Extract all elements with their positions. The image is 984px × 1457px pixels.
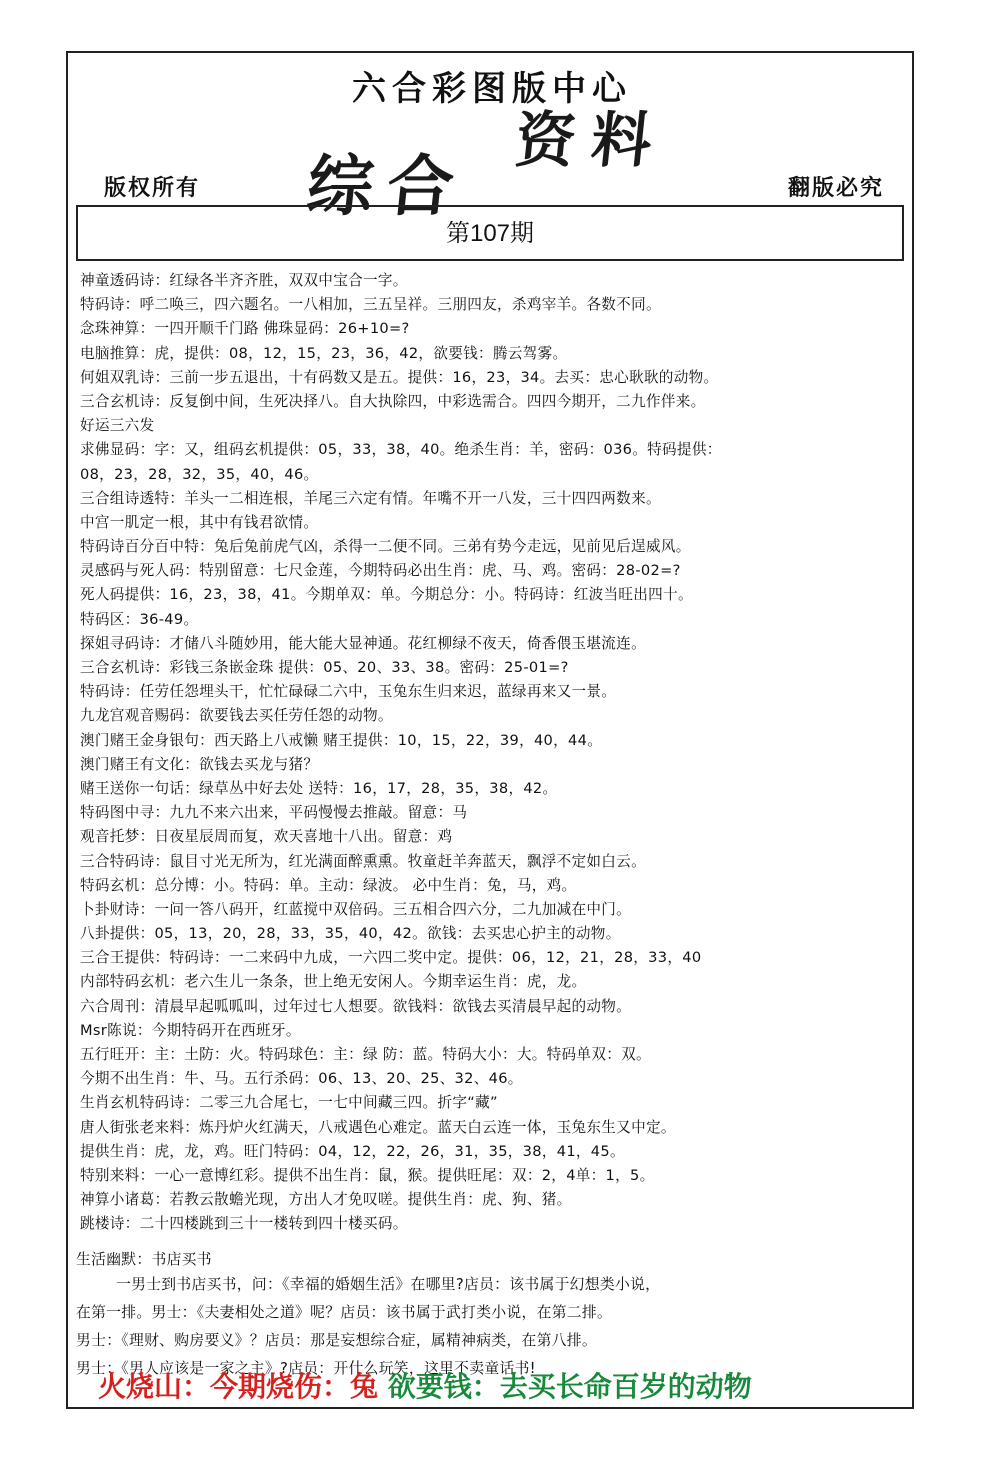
humor-section (76, 1249, 906, 1383)
content-line: 特码区：36-49。 (80, 610, 199, 628)
content-line: 08，23，28，32，35，40，46。 (80, 465, 319, 483)
big-title-left: 综合 (303, 148, 472, 225)
content-line: 三合王提供：特码诗：一二来码中九成，一六四二奖中定。提供：06，12，21，28，33，40 (80, 949, 702, 967)
content-line: 卜卦财诗：一问一答八码开，红蓝搅中双倍码。三五相合四六分，二九加减在中门。 (80, 900, 632, 918)
content-line: 三合玄机诗：彩钱三条嵌金珠 提供：05、20、33、38。密码：25-01=? (80, 659, 569, 676)
content-line: 三合特码诗：鼠目寸光无所为，红光满面醉熏熏。牧童赶羊奔蓝天，飘浮不定如白云。 (80, 852, 646, 870)
issue-box (76, 205, 904, 261)
content-line: 特码诗百分百中特：兔后兔前虎气凶，杀得一二便不同。三弟有势今走远，见前见后逞威风。 (80, 538, 691, 556)
copyright-banner: 版权所有 (104, 176, 201, 201)
content-line: 求佛显码：字：又，组码玄机提供：05，33，38，40。绝杀生肖：羊，密码：036。特码提供： (80, 441, 722, 459)
content-line: 念珠神算：一四开顺千门路 佛珠显码：26+10=? (80, 320, 410, 338)
content-line: 观音托梦：日夜星辰周而复，欢天喜地十八出。留意：鸡 (80, 828, 453, 846)
content-line: 内部特码玄机：老六生儿一条条，世上绝无安闲人。今期幸运生肖：虎，龙。 (80, 973, 587, 991)
content-line: 中宫一肌定一根，其中有钱君欲情。 (80, 513, 319, 531)
issue-number: 第107期 (445, 220, 535, 247)
center-title: 六合彩图版中心 (352, 69, 632, 109)
content-line: 澳门赌王金身银句：西天路上八戒懒 赌王提供：10，15，22，39，40，44。 (80, 731, 603, 749)
content-line: 特码图中寻：九九不来六出来，平码慢慢去推敲。留意：马 (80, 804, 468, 822)
humor-line: 在第一排。男士：《夫妻相处之道》呢？店员：该书属于武打类小说，在第二排。 (76, 1304, 613, 1321)
footer-red-text: 火烧山：今期烧伤：兔 (98, 1370, 379, 1403)
content-line: 电脑推算：虎，提供：08，12，15，23，36，42，欲要钱：腾云驾雾。 (80, 344, 568, 362)
content-line: 六合周刊：清晨早起呱呱叫，过年过七人想要。欲钱料：欲钱去买清晨早起的动物。 (80, 997, 632, 1015)
content-line: 提供生肖：虎，龙，鸡。旺门特码：04，12，22，26，31，35，38，41，45。 (80, 1142, 625, 1160)
page-frame (66, 51, 914, 1409)
content-line: 生肖玄机特码诗：二零三九合尾七，一七中间藏三四。折字“藏” (80, 1094, 498, 1112)
big-title-right: 资料 (511, 106, 672, 176)
content-line: 九龙宫观音赐码：欲要钱去买任劳任怨的动物。 (80, 707, 393, 725)
humor-heading: 生活幽默：书店买书 (76, 1251, 212, 1268)
content-line: 特别来料：一心一意博红彩。提供不出生肖：鼠，猴。提供旺尾：双：2，4单：1，5。 (80, 1166, 655, 1184)
content-lines (80, 269, 910, 1237)
humor-line: 男士：《理财、购房要义》？店员：那是妄想综合症，属精神病类，在第八排。 (76, 1332, 597, 1349)
content-line: 特码诗：呼二唤三，四六题名。一八相加，三五呈祥。三朋四友，杀鸡宰羊。各数不同。 (80, 296, 661, 314)
humor-line: 男士：《男人应该是一家之主》?店员：开什么玩笑，这里不卖童话书! (76, 1360, 536, 1377)
content-line: Msr陈说：今期特码开在西班牙。 (80, 1021, 301, 1039)
content-line: 唐人街张老来料：炼丹炉火红满天，八戒遇色心难定。蓝天白云连一体，玉兔东生又中定。 (80, 1118, 676, 1136)
content-line: 赌王送你一句话：绿草丛中好去处 送特：16，17，28，35，38，42。 (80, 779, 558, 797)
footer-banner (98, 1365, 752, 1405)
content-line: 特码玄机：总分博：小。特码：单。主动：绿波。 必中生肖：兔，马，鸡。 (80, 876, 577, 894)
content-line: 死人码提供：16，23，38，41。今期单双：单。今期总分：小。特码诗：红波当旺出四十。 (80, 586, 693, 604)
content-line: 灵感码与死人码：特别留意：七尺金莲，今期特码必出生肖：虎、马、鸡。密码：28-02=? (80, 562, 681, 580)
humor-line: 一男士到书店买书，问：《幸福的婚姻生活》在哪里?店员：该书属于幻想类小说， (116, 1276, 661, 1293)
content-line: 五行旺开：主：土防：火。特码球色：主：绿 防：蓝。特码大小：大。特码单双：双。 (80, 1046, 651, 1063)
content-line: 好运三六发 (80, 417, 155, 435)
content-line: 跳楼诗：二十四楼跳到三十一楼转到四十楼买码。 (80, 1215, 408, 1233)
content-line: 三合玄机诗：反复倒中间，生死决择八。自大执除四，中彩选需合。四四今期开，二九作伴来。 (80, 392, 706, 410)
content-line: 神算小诸葛：若教云散蟾光现，方出人才免叹嗟。提供生肖：虎、狗、猪。 (80, 1191, 572, 1209)
content-line: 澳门赌王有文化：欲钱去买龙与猪？ (80, 755, 319, 773)
content-line: 探姐寻码诗：才储八斗随妙用，能大能大显神通。花红柳绿不夜天，倚香偎玉堪流连。 (80, 634, 646, 652)
content-line: 何姐双乳诗：三前一步五退出，十有码数又是五。提供：16，23，34。去买：忠心耿耿的动物。 (80, 368, 719, 386)
content-line: 神童透码诗：红绿各半齐齐胜，双双中宝合一字。 (80, 272, 408, 289)
footer-green-text: 欲要钱：去买长命百岁的动物 (387, 1370, 752, 1403)
no-piracy-banner: 翻版必究 (787, 176, 884, 201)
content-line: 今期不出生肖：牛、马。五行杀码：06、13、20、25、32、46。 (80, 1070, 523, 1088)
content-line: 八卦提供：05，13，20，28，33，35，40，42。欲钱：去买忠心护主的动物。 (80, 925, 621, 943)
content-line: 特码诗：任劳任怨埋头干，忙忙碌碌二六中，玉兔东生归来迟，蓝绿再来又一景。 (80, 683, 617, 701)
content-line: 三合组诗透特：羊头一二相连根，羊尾三六定有情。年嘴不开一八发，三十四四两数来。 (80, 489, 661, 507)
